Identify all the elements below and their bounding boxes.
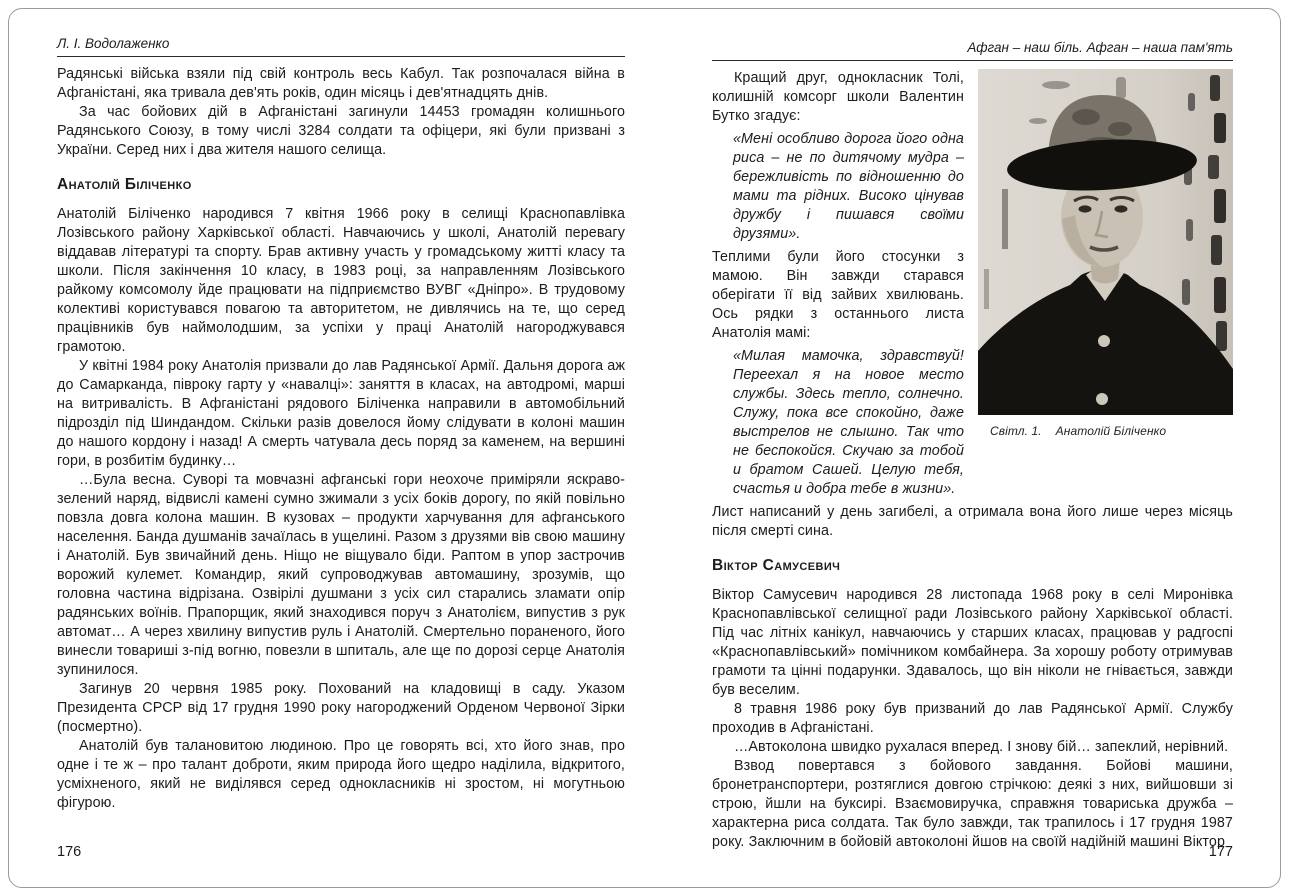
paragraph: Віктор Самусевич народився 28 листопада 1968 року в селі Миронівка Краснопавлівської селищної ради Лозівського району Харківської області. Під час літніх канікул, навчаючись у старших класах, працював у радгоспі «Краснопавлівський» помічником комбайнера. За хорошу роботу отримував грамоти та цінні подарунки. Здавалось, що він ніколи не гнівається, завжди був веселим.	[712, 587, 1233, 698]
running-head-right-text: Афган – наш біль. Афган – наша пам'ять	[967, 40, 1233, 55]
paragraph: За час бойових дій в Афганістані загинули 14453 громадян колишнього Радянського Союзу, в тому числі 3284 солдати та офіцери, які були призвані з України. Серед них і два жителя нашого селища.	[57, 104, 625, 158]
coat-button	[1098, 335, 1110, 347]
paragraph: Анатолій був талановитою людиною. Про це говорять всі, хто його знав, про одне і те ж – про талант доброти, яким природа його щедро наділила, відкритого, усміхненого, який не виділявся серед однокласників ні зростом, ні могутньою фігурою.	[57, 738, 625, 811]
coat-button	[1096, 393, 1108, 405]
paragraph: 8 травня 1986 року був призваний до лав Радянської Армії. Службу проходив в Афганістані.	[712, 701, 1233, 736]
photo-caption	[978, 422, 1233, 441]
paragraph: Теплими були його стосунки з мамою. Він завжди старався оберігати її від зайвих хвилювань. Ось рядки з останнього листа Анатолія мамі:	[712, 249, 964, 341]
page-number-left: 176	[57, 844, 82, 860]
page-number-right: 177	[1208, 844, 1233, 860]
photo-caption-text: Анатолій Біліченко	[1055, 424, 1167, 438]
paragraph: …Автоколона швидко рухалася вперед. І знову бій… запеклий, нерівний.	[734, 739, 1229, 755]
photo-and-column-section	[712, 69, 1233, 499]
paragraph: Анатолій Біліченко народився 7 квітня 1966 року в селищі Краснопавлівка Лозівського району Харківської області. Навчаючись у школі, Анатолій перевагу віддавав літературі та спорту. Брав активну участь у громадському житті класу та школи. Після закінчення 10 класу, в 1983 році, за направленням Лозівського райкому комсомолу йде працювати на підприємство ВУВГ «Дніпро». В трудовому колективі користувався повагою та авторитетом, не дивлячись на те, що серед працівників був наймолодшим, за успіхи у праці Анатолій нагороджувався грамотою.	[57, 206, 625, 355]
running-head-left	[57, 36, 625, 57]
left-page-body	[57, 65, 625, 813]
running-head-left-text: Л. І. Водолаженко	[57, 36, 170, 51]
paragraph: У квітні 1984 року Анатолія призвали до лав Радянської Армії. Дальня дорога аж до Самарканда, півроку гарту у «навалці»: заняття в класах, на автодромі, марші на витривалість. В Афганістані рядового Біліченка направили в автомобільний підрозділ під Шиндандом. Скільки разів довелося йому слідувати в колоні машин до нашого кордону і назад! А смерть чатувала десь поряд за каменем, на вершині гори, в розбитім будинку…	[57, 358, 625, 469]
paragraph: Радянські війська взяли під свій контроль весь Кабул. Так розпочалася війна в Афганістані, яка тривала дев'ять років, один місяць і дев'ятнадцять днів.	[57, 66, 625, 101]
right-page	[712, 40, 1233, 852]
portrait-photo-block	[978, 69, 1233, 441]
paragraph: Кращий друг, однокласник Толі, колишній комсорг школи Валентин Бутко згадує:	[712, 70, 964, 124]
running-head-right	[712, 40, 1233, 61]
left-page	[57, 36, 625, 813]
narrow-text-column	[712, 69, 964, 499]
section-heading-samusevych: Віктор Самусевич	[712, 557, 841, 574]
section-heading-bilichenko: Анатолій Біліченко	[57, 176, 192, 193]
paragraph: Загинув 20 червня 1985 року. Похований на кладовищі в саду. Указом Президента СРСР від 17 грудня 1990 року нагороджений Орденом Червоної Зірки (посмертно).	[57, 681, 625, 735]
photo-caption-label: Світл. 1.	[990, 424, 1042, 438]
portrait-photo	[978, 69, 1233, 415]
paragraph: Взвод повертався з бойового завдання. Бойові машини, бронетранспортери, розтяглися довгою стрічкою: деякі з них, вийшовши зі строю, йшли на буксирі. Взаємовиручка, справжня товариська дружба – характерна риса солдата. Так було завжди, так трапилось і 17 грудня 1987 року. Заключним в бойовій автоколоні йшов на своїй надійній машині Віктор	[712, 758, 1233, 850]
quote-friend: «Мені особливо дорога його одна риса – не по дитячому мудра – бережливість по відношенню до мами та рідних. Високо цінував дружбу і пишався своїми друзями».	[733, 131, 964, 242]
paragraph: Лист написаний у день загибелі, а отримала вона його лише через місяць після смерті сина.	[712, 504, 1233, 539]
paragraph: …Була весна. Суворі та мовчазні афганські гори неохоче приміряли яскраво-зелений наряд, відвислі камені сумно зжимали з усіх боків дорогу, по якій повільно повзла довга колона машин. В кузовах – продукти харчування для афганського населення. Банда душманів зачаїлась в ущелині. Разом з друзями вів свою машину і Анатолій. Був звичайний день. Ніщо не віщувало біди. Раптом в упор застрочив ворожий кулемет. Командир, який супроводжував автомашину, зрозумів, що головна частина відрізана. Озвірілі душмани з усіх сил старались зламати опір радянських воїнів. Прапорщик, який знаходився поруч з Анатолієм, випустив з рук автомат… А через хвилину випустив руль і Анатолій. Смертельно пораненого, його винесли товариші з-під вогню, повезли в шпиталь, але ще по дорозі серце Анатолія зупинилося.	[57, 472, 625, 678]
quote-last-letter: «Милая мамочка, здравствуй! Переехал я на новое место службы. Здесь тепло, солнечно. Служу, пока все спокойно, даже выстрелов не слышно. Так что не беспокойся. Скучаю за тобой и братом Сашей. Целую тебя, счастья и добра тебе в жизни».	[733, 348, 964, 497]
